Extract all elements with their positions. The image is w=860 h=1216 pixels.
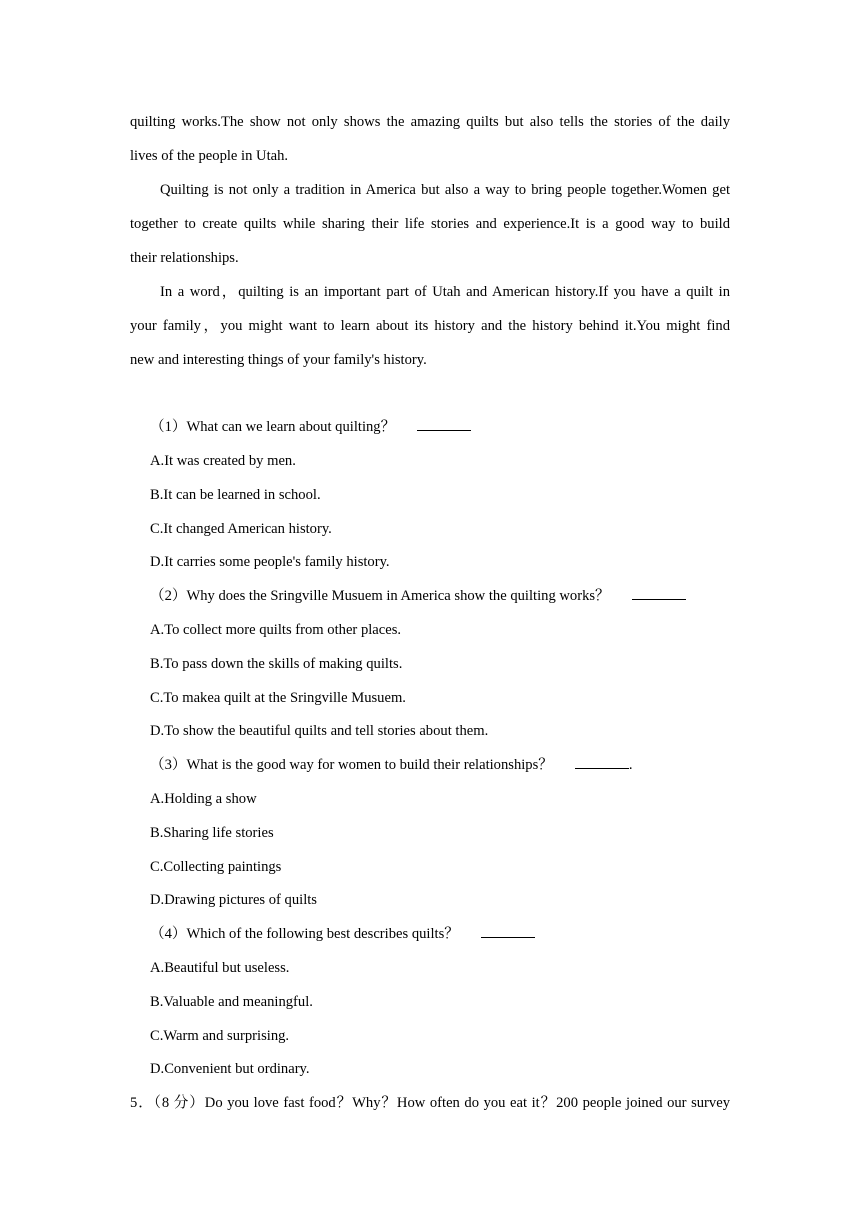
answer-blank[interactable] xyxy=(575,756,629,769)
option-a: A.It was created by men. xyxy=(150,453,296,469)
option-c: C.To makea quilt at the Sringville Musuem. xyxy=(150,690,406,706)
question-stem xyxy=(150,587,686,605)
answer-blank[interactable] xyxy=(417,418,471,431)
question-stem xyxy=(150,925,535,943)
option-b: B.Sharing life stories xyxy=(150,825,274,841)
passage-line: together to create quilts while sharing their life stories and experience.It is a good way to build xyxy=(130,216,730,232)
passage-line: Quilting is not only a tradition in America but also a way to bring people together.Women get xyxy=(160,182,730,198)
question-text: （1）What can we learn about quilting？ xyxy=(150,419,396,435)
option-b: B.To pass down the skills of making quilts. xyxy=(150,656,403,672)
passage-line: quilting works.The show not only shows the amazing quilts but also tells the stories of the daily xyxy=(130,114,730,130)
option-c: C.It changed American history. xyxy=(150,521,332,537)
next-question-heading: 5．（8 分）Do you love fast food？Why？How often do you eat it？200 people joined our survey xyxy=(130,1095,730,1111)
option-b: B.It can be learned in school. xyxy=(150,487,321,503)
answer-blank[interactable] xyxy=(632,587,686,600)
option-a: A.Holding a show xyxy=(150,791,257,807)
option-b: B.Valuable and meaningful. xyxy=(150,994,313,1010)
option-c: C.Warm and surprising. xyxy=(150,1028,290,1044)
passage-line: lives of the people in Utah. xyxy=(130,148,289,164)
option-a: A.Beautiful but useless. xyxy=(150,960,290,976)
question-stem xyxy=(150,418,471,436)
passage-line: In a word，quilting is an important part of Utah and American history.If you have a quilt in xyxy=(160,284,730,300)
passage-line: their relationships. xyxy=(130,250,239,266)
question-stem xyxy=(150,756,633,774)
option-d: D.Convenient but ordinary. xyxy=(150,1061,310,1077)
option-d: D.Drawing pictures of quilts xyxy=(150,892,317,908)
question-text: （2）Why does the Sringville Musuem in America show the quilting works？ xyxy=(150,588,610,604)
question-text: （3）What is the good way for women to build their relationships？ xyxy=(150,757,553,773)
passage-line: your family，you might want to learn about its history and the history behind it.You might find xyxy=(130,318,730,334)
option-d: D.It carries some people's family history. xyxy=(150,554,390,570)
option-a: A.To collect more quilts from other places. xyxy=(150,622,402,638)
passage-line: new and interesting things of your family's history. xyxy=(130,352,427,368)
answer-blank[interactable] xyxy=(481,925,535,938)
question-text: （4）Which of the following best describes quilts？ xyxy=(150,926,459,942)
option-d: D.To show the beautiful quilts and tell stories about them. xyxy=(150,723,489,739)
question-trailing: . xyxy=(628,757,633,773)
option-c: C.Collecting paintings xyxy=(150,859,282,875)
